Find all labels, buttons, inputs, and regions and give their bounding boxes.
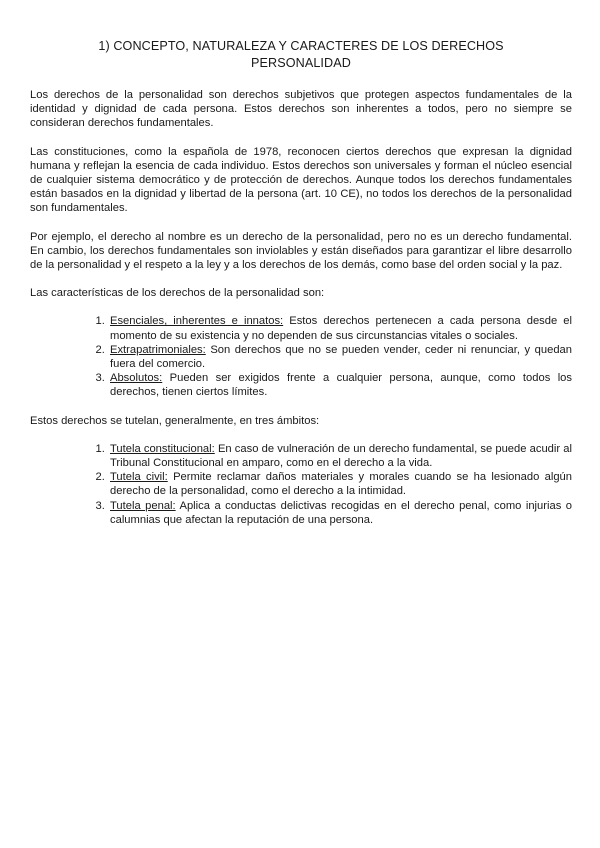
paragraph-example: Por ejemplo, el derecho al nombre es un derecho de la personalidad, pero no es un derecho fundamental. En cambio, los derechos fundamentales son inviolables y están diseñados para garantizar el libre desarrollo de la personalidad y el respeto a la ley y a los derechos de los demás, como base del orden social y la paz.	[30, 230, 572, 272]
list-item-text: Estos derechos pertenecen a cada persona desde el momento de su existencia y no dependen de sus circunstancias vitales o sociales.	[110, 315, 573, 342]
document-page	[30, 38, 572, 541]
list-item	[108, 442, 572, 470]
list-item-term: Tutela civil:	[110, 471, 168, 484]
list-item	[108, 371, 572, 399]
characteristics-intro: Las características de los derechos de la personalidad son:	[30, 287, 325, 300]
paragraph-definition: Los derechos de la personalidad son derechos subjetivos que protegen aspectos fundamentales de la identidad y dignidad de cada persona. Estos derechos son inherentes a todos, pero no siempre se consideran derechos fundamentales.	[30, 89, 572, 130]
list-item-text: Aplica a conductas delictivas recogidas en el derecho penal, como injurias o calumnias que afectan la reputación de una persona.	[110, 499, 572, 526]
list-item	[108, 314, 572, 342]
list-item	[108, 343, 572, 371]
paragraph-constitutions: Las constituciones, como la española de 1978, reconocen ciertos derechos que expresan la dignidad humana y reflejan la esencia de cada individuo. Estos derechos son universales y forman el núcleo esencial de cualquier sistema democrático y de protección de derechos. Aunque todos los derechos fundamentales están basados en la dignidad y libertad de la persona (art. 10 CE), no todos los derechos de la personalidad son fundamentales.	[30, 145, 572, 215]
list-item-text: Permite reclamar daños materiales y morales cuando se ha lesionado algún derecho de la personalidad, como el derecho a la intimidad.	[110, 471, 572, 498]
list-item-term: Esenciales, inherentes e innatos:	[110, 315, 284, 328]
protection-list	[30, 442, 572, 527]
list-item-term: Absolutos:	[110, 372, 163, 385]
list-item-term: Extrapatrimoniales:	[110, 343, 206, 356]
list-item-text: Son derechos que no se pueden vender, ceder ni renunciar, y quedan fuera del comercio.	[110, 343, 572, 371]
list-item-text: En caso de vulneración de un derecho fundamental, se puede acudir al Tribunal Constitucional en amparo, como en el derecho a la vida.	[110, 442, 572, 470]
list-item-term: Tutela constitucional:	[110, 442, 215, 455]
list-item-text: Pueden ser exigidos frente a cualquier persona, aunque, como todos los derechos, tienen ciertos límites.	[110, 372, 572, 399]
characteristics-list	[30, 314, 572, 399]
list-item-term: Tutela penal:	[110, 499, 176, 512]
document-title: 1) CONCEPTO, NATURALEZA Y CARACTERES DE LOS DERECHOS PERSONALIDAD	[98, 39, 504, 70]
list-item	[108, 470, 572, 498]
protection-intro: Estos derechos se tutelan, generalmente, en tres ámbitos:	[30, 414, 320, 427]
list-item	[108, 499, 572, 527]
